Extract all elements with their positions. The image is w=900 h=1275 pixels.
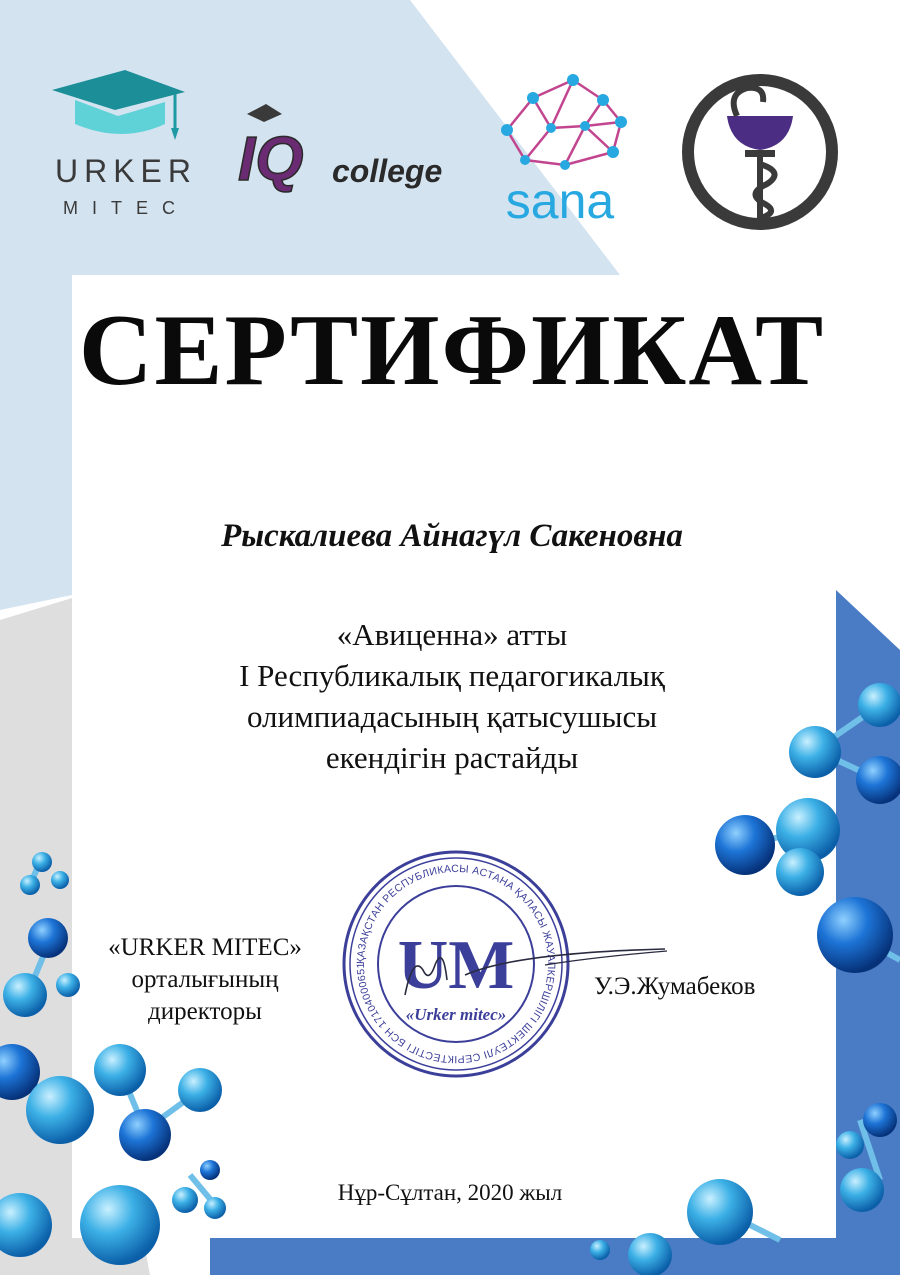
director-line: директоры (148, 998, 262, 1025)
iq-logo-letters: IQ (238, 125, 304, 194)
director-title (60, 932, 350, 1028)
place-date: Нұр-Сұлтан, 2020 жыл (337, 1180, 563, 1205)
urker-mitec-logo (30, 62, 220, 222)
body-line: «Авиценна» атты (336, 617, 568, 652)
body-line: I Республикалық педагогикалық (239, 658, 665, 693)
iq-logo-word: college (332, 153, 443, 189)
stamp-center: UM (397, 927, 515, 1004)
bowl-of-hygieia-icon (675, 72, 845, 232)
recipient-name: Рыскалиева Айнагүл Сакеновна (221, 518, 683, 554)
sana-logo (485, 70, 635, 230)
certificate-title: СЕРТИФИКАТ (78, 294, 826, 407)
body-line: екендігін растайды (325, 740, 579, 775)
iq-college-logo (232, 98, 452, 198)
director-line: орталығының (131, 966, 279, 993)
body-line: олимпиадасының қатысушысы (246, 699, 658, 734)
sana-logo-word: sana (505, 173, 615, 229)
stamp-subtitle: «Urker mitec» (405, 1005, 507, 1024)
certificate-body (72, 614, 832, 778)
stamp-ring-text: ҚАЗАҚСТАН РЕСПУБЛИКАСЫ АСТАНА ҚАЛАСЫ ЖАУАПКЕРШІЛІГІ ШЕКТЕУЛІ СЕРІКТЕСТІГІ БСН 17104000651 (354, 862, 558, 1066)
urker-logo-line2: MITEC (63, 198, 189, 218)
director-line: «URKER MITEC» (108, 934, 302, 961)
signer-name: У.Э.Жумабеков (594, 973, 756, 1000)
urker-logo-line1: URKER (54, 153, 198, 189)
